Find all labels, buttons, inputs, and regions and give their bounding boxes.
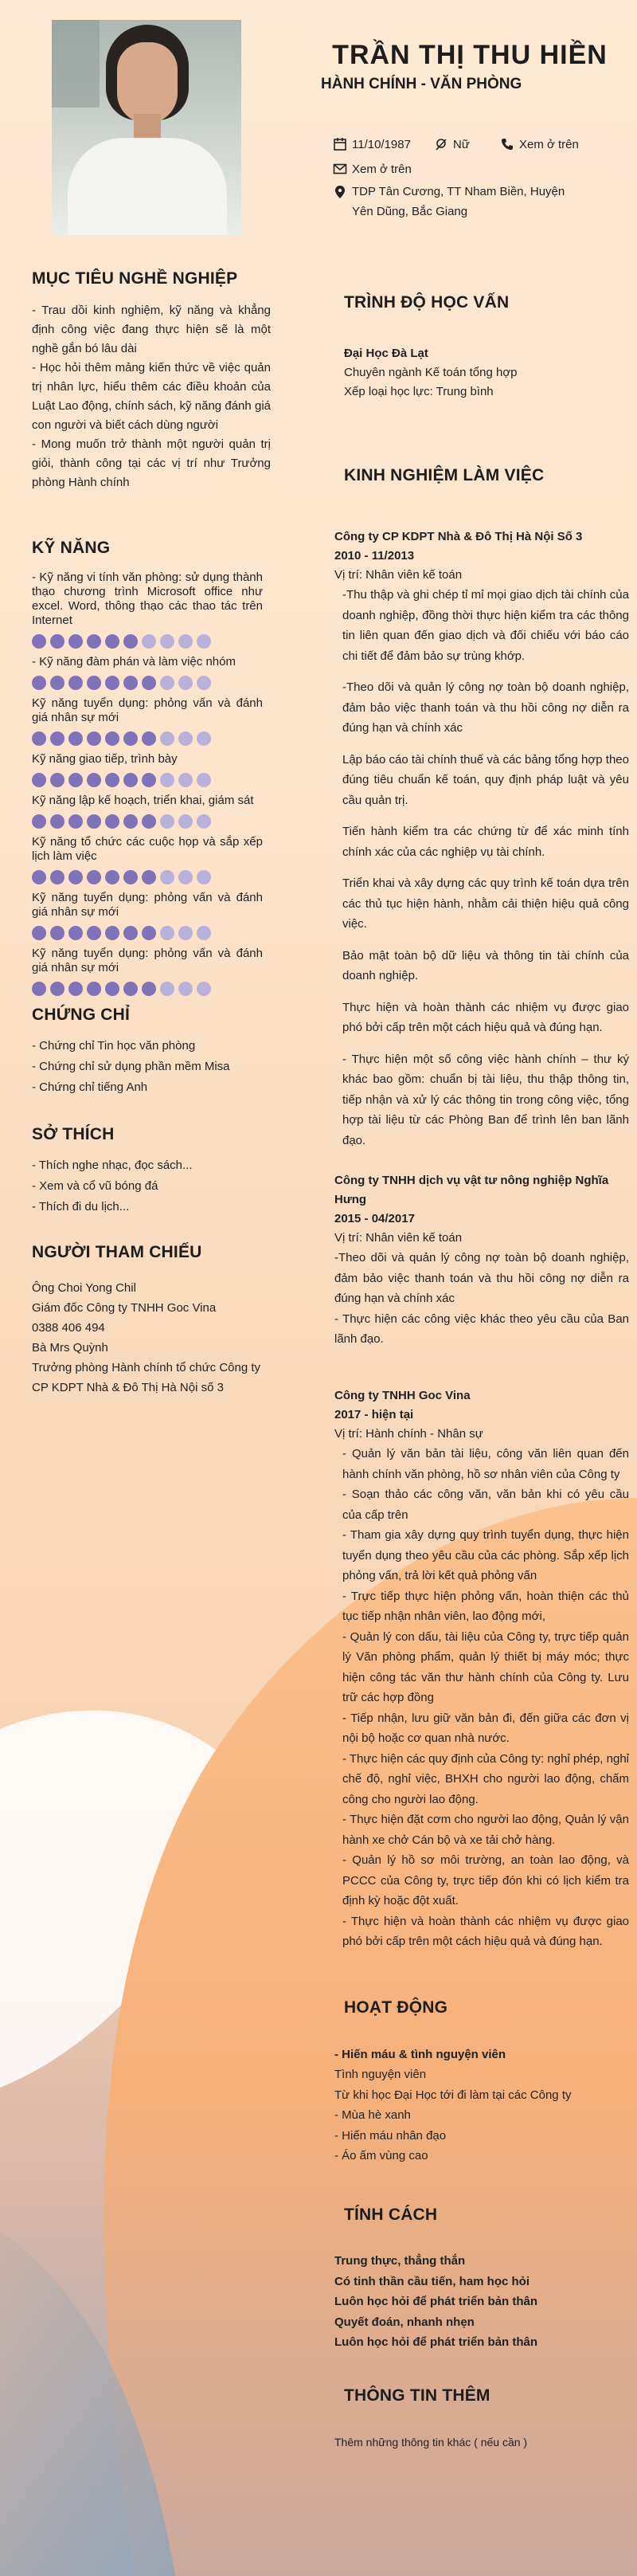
job-2 [334,1171,629,1350]
rating-dot-filled [68,870,83,884]
rating-dot-filled [142,926,156,940]
rating-dot-empty [178,773,193,787]
rating-dot-filled [50,634,64,649]
job-duty: Lập báo cáo tài chính thuế và các bảng tổng hợp theo đúng tiêu chuẩn kế toán, quy định pháp luật và yêu cầu quản trị. [342,752,629,807]
rating-dot-empty [160,773,174,787]
address-line-2: Yên Dũng, Bắc Giang [352,205,468,218]
rating-dot-empty [160,870,174,884]
skill-item [32,794,263,829]
reference-line: Trưởng phòng Hành chính tổ chức Công ty CP KDPT Nhà & Đô Thị Hà Nội số 3 [32,1361,261,1394]
personality-line: Trung thực, thẳng thắn [334,2254,466,2268]
rating-dot-filled [142,731,156,746]
job-position: Vị trí: Nhân viên kế toán [334,1231,463,1245]
rating-dot-empty [178,676,193,690]
address-line-1: TDP Tân Cương, TT Nham Biền, Huyện [352,185,565,198]
skill-label: Kỹ năng giao tiếp, trình bày [32,752,178,766]
skill-label: Kỹ năng tuyển dụng: phỏng vấn và đánh giá nhân sự mới [32,947,263,974]
education-title: TRÌNH ĐỘ HỌC VẤN [344,293,510,312]
dob-info [333,137,411,151]
rating-dot-filled [142,676,156,690]
candidate-role: HÀNH CHÍNH - VĂN PHÒNG [321,76,522,92]
dob-value: 11/10/1987 [352,137,411,151]
rating-dot-filled [87,982,101,996]
activity-line: - Áo ấm vùng cao [334,2149,428,2162]
skill-label: - Kỹ năng vi tính văn phòng: sử dụng thành thạo chương trình Microsoft office như excel. Word, thông thạo các thao tác trên Internet [32,570,263,627]
personality-line: Luôn học hỏi để phát triển bản thân [334,2295,537,2308]
skill-rating [32,731,263,746]
activities-heading: - Hiến máu & tình nguyện viên [334,2048,506,2061]
rating-dot-filled [68,773,83,787]
skill-label: Kỹ năng tuyển dụng: phỏng vấn và đánh giá nhân sự mới [32,891,263,919]
skills-section [32,539,263,1002]
rating-dot-empty [178,731,193,746]
rating-dot-filled [87,814,101,829]
rating-dot-empty [178,926,193,940]
rating-dot-empty [197,926,211,940]
rating-dot-filled [142,870,156,884]
job-duty: - Quản lý hồ sơ môi trường, an toàn lao động, và PCCC của Công ty, trực tiếp đón khi có lịch kiểm tra định kỳ hoặc đột xuất. [342,1853,629,1907]
skill-rating [32,926,263,940]
job-company: Công ty TNHH dịch vụ vật tư nông nghiệp Nghĩa Hưng [334,1174,609,1206]
job-duty: Tiến hành kiểm tra các chứng từ để xác minh tính chính xác của các nghiệp vụ tài chính. [342,825,629,859]
rating-dot-empty [178,634,193,649]
hobbies-title: SỞ THÍCH [32,1125,115,1143]
rating-dot-filled [105,814,119,829]
certificate-item: - Chứng chỉ Tin học văn phòng [32,1039,196,1053]
more-info-section [344,2386,631,2405]
rating-dot-filled [123,982,138,996]
skill-item [32,947,263,996]
job-duty: Bảo mật toàn bộ dữ liệu và thông tin tài chính của doanh nghiệp. [342,948,629,982]
rating-dot-filled [32,814,46,829]
activity-line: - Mùa hè xanh [334,2108,411,2122]
hobby-item: - Xem và cổ vũ bóng đá [32,1179,158,1193]
job-duty: - Soạn thảo các công văn, văn bản khi có yêu cầu của cấp trên [342,1488,629,1522]
gender-icon [434,137,448,151]
activity-line: Tình nguyện viên [334,2068,427,2081]
job-duty: -Theo dõi và quản lý công nợ toàn bộ doanh nghiệp, đảm bảo việc thanh toán và thu hồi công nợ diễn ra đúng hạn và chính xác [342,680,629,735]
skills-list [32,570,263,996]
job-company: Công ty CP KDPT Nhà & Đô Thị Hà Nội Số 3 [334,530,583,543]
skill-label: Kỹ năng tuyển dụng: phỏng vấn và đánh giá nhân sự mới [32,696,263,724]
more-info-body [334,2433,629,2452]
rating-dot-empty [160,926,174,940]
rating-dot-filled [50,814,64,829]
certificates-section [32,1006,271,1098]
activities-section [344,1998,631,2017]
skill-item [32,835,263,884]
job-duty: - Thực hiện và hoàn thành các nhiệm vụ được giao phó bởi cấp trên một cách hiệu quả và đúng hạn. [342,1914,629,1948]
rating-dot-empty [197,814,211,829]
objective-title: MỤC TIÊU NGHỀ NGHIỆP [32,269,238,288]
rating-dot-filled [123,773,138,787]
rating-dot-empty [160,814,174,829]
email-value: Xem ở trên [352,162,412,176]
certificates-title: CHỨNG CHỈ [32,1006,131,1024]
skill-rating [32,814,263,829]
email-icon [333,162,347,176]
activity-line: Từ khi học Đại Học tới đi làm tại các Công ty [334,2088,572,2102]
rating-dot-empty [197,870,211,884]
rating-dot-empty [160,982,174,996]
personality-title: TÍNH CÁCH [344,2205,438,2224]
job-duty: Thực hiện và hoàn thành các nhiệm vụ được giao phó bởi cấp trên một cách hiệu quả và đúng hạn. [342,1000,629,1034]
rating-dot-filled [105,926,119,940]
rating-dot-filled [105,634,119,649]
rating-dot-filled [87,773,101,787]
rating-dot-filled [123,731,138,746]
rating-dot-filled [68,731,83,746]
rating-dot-filled [123,870,138,884]
personality-body [334,2251,629,2353]
rating-dot-filled [50,982,64,996]
rating-dot-empty [160,676,174,690]
skill-rating [32,870,263,884]
hobby-item: - Thích nghe nhạc, đọc sách... [32,1159,193,1172]
rating-dot-filled [50,773,64,787]
rating-dot-filled [123,676,138,690]
address-info [333,185,565,222]
job-duty: -Theo dõi và quản lý công nợ toàn bộ doanh nghiệp, đảm bảo việc thanh toán và thu hồi công nợ diễn ra đúng hạn và chính xác [334,1251,629,1305]
rating-dot-filled [105,773,119,787]
rating-dot-filled [32,870,46,884]
rating-dot-filled [105,870,119,884]
skill-item [32,655,263,690]
email-info [333,162,412,176]
personality-line: Quyết đoán, nhanh nhẹn [334,2315,475,2329]
rating-dot-filled [123,814,138,829]
rating-dot-filled [105,731,119,746]
job-duty: - Quản lý văn bản tài liệu, công văn liên quan đến hành chính văn phòng, hồ sơ nhân viên của Công ty [342,1447,629,1481]
reference-line: Ông Choi Yong Chil [32,1281,136,1295]
job-duty: - Thực hiện các công việc khác theo yêu cầu của Ban lãnh đạo. [334,1312,629,1346]
rating-dot-filled [68,634,83,649]
hobbies-section [32,1125,271,1217]
personality-line: Luôn học hỏi để phát triển bản thân [334,2335,537,2349]
job-period: 2010 - 11/2013 [334,549,415,563]
rating-dot-filled [32,982,46,996]
gender-info [434,137,470,151]
education-major: Chuyên ngành Kế toán tổng hợp [344,366,518,379]
experience-section [344,466,631,485]
skill-rating [32,676,263,690]
rating-dot-filled [142,773,156,787]
rating-dot-filled [68,982,83,996]
rating-dot-filled [87,870,101,884]
rating-dot-empty [197,731,211,746]
rating-dot-filled [32,773,46,787]
rating-dot-filled [68,676,83,690]
more-info-text: Thêm những thông tin khác ( nếu cần ) [334,2436,528,2449]
references-title: NGƯỜI THAM CHIẾU [32,1243,202,1261]
education-school: Đại Học Đà Lạt [344,347,428,360]
phone-info [500,137,579,151]
education-section [344,293,631,402]
rating-dot-filled [105,676,119,690]
job-duty: -Thu thập và ghi chép tỉ mỉ mọi giao dịch tài chính của doanh nghiệp, đồng thời thực hiện kiểm tra các thông tin liên quan đến giao dịch và đối chiếu với báo cáo chi tiết để đảm bảo sự trùng khớp. [342,588,629,663]
skill-item [32,570,263,649]
rating-dot-empty [197,773,211,787]
job-period: 2015 - 04/2017 [334,1212,415,1225]
certificate-item: - Chứng chỉ tiếng Anh [32,1080,148,1094]
job-duty: - Tham gia xây dựng quy trình tuyển dụng, thực hiện tuyển dụng theo yêu cầu của các phòng. Sắp xếp lịch phỏng vấn, trả lời kết quả phỏng vấn [342,1528,629,1582]
job-period: 2017 - hiện tại [334,1408,414,1421]
rating-dot-filled [105,982,119,996]
job-1 [334,527,629,1151]
skill-item [32,696,263,746]
skill-rating [32,773,263,787]
rating-dot-filled [32,926,46,940]
profile-photo [52,20,241,235]
personality-line: Có tinh thần cầu tiến, ham học hỏi [334,2274,530,2288]
hobby-item: - Thích đi du lịch... [32,1200,130,1214]
rating-dot-filled [123,926,138,940]
rating-dot-filled [87,634,101,649]
job-duty: Triển khai và xây dựng các quy trình kế toán dựa trên các thủ tục hiện hành, nhằm cải thiện hiệu quả công việc. [342,876,629,931]
job-duty: - Thực hiện một số công việc hành chính – thư ký khác bao gồm: chuẩn bị tài liệu, thu thập thông tin, tiếp nhận và xử lý các thông tin trong công việc, tổng hợp tài liệu từ các Phòng Ban để trình lên ban lãnh đạo. [342,1052,629,1147]
skill-item [32,891,263,940]
skill-rating [32,982,263,996]
job-position: Vị trí: Nhân viên kế toán [334,568,463,582]
skill-label: Kỹ năng lập kế hoạch, triển khai, giám sát [32,794,254,807]
more-info-title: THÔNG TIN THÊM [344,2386,490,2405]
rating-dot-filled [87,676,101,690]
activities-body [334,2045,629,2166]
reference-line: Bà Mrs Quỳnh [32,1341,108,1355]
rating-dot-filled [142,982,156,996]
rating-dot-filled [50,676,64,690]
rating-dot-empty [178,870,193,884]
rating-dot-filled [68,926,83,940]
job-company: Công ty TNHH Goc Vina [334,1389,471,1402]
rating-dot-filled [32,731,46,746]
reference-line: 0388 406 494 [32,1321,105,1335]
skills-title: KỸ NĂNG [32,539,111,557]
rating-dot-filled [123,634,138,649]
certificate-item: - Chứng chỉ sử dụng phần mềm Misa [32,1060,230,1073]
references-section [32,1243,271,1398]
phone-value: Xem ở trên [519,137,579,151]
rating-dot-empty [197,676,211,690]
job-position: Vị trí: Hành chính - Nhân sự [334,1427,483,1441]
rating-dot-empty [142,634,156,649]
rating-dot-empty [178,982,193,996]
job-duty: - Thực hiện các quy định của Công ty: nghỉ phép, nghỉ chế độ, nghỉ việc, BHXH cho người lao động, chấm công cho người lao động. [342,1751,629,1806]
rating-dot-filled [50,926,64,940]
activities-title: HOẠT ĐỘNG [344,1998,448,2017]
rating-dot-filled [32,634,46,649]
objective-line: - Mong muốn trở thành một người quản trị giỏi, thành công tại các vị trí như Trưởng phòng Hành chính [32,437,271,489]
skill-label: - Kỹ năng đàm phán và làm việc nhóm [32,655,236,669]
skill-rating [32,634,263,649]
personality-section [344,2205,631,2225]
rating-dot-empty [197,634,211,649]
job-3 [334,1386,629,1952]
skill-label: Kỹ năng tổ chức các cuộc họp và sắp xếp lịch làm việc [32,835,263,863]
rating-dot-empty [160,731,174,746]
job-duty: - Trực tiếp thực hiện phỏng vấn, hoàn thiện các thủ tục tiếp nhận nhân viên, lao động mới, [342,1589,629,1623]
reference-line: Giám đốc Công ty TNHH Goc Vina [32,1301,217,1315]
rating-dot-filled [87,731,101,746]
rating-dot-filled [142,814,156,829]
rating-dot-filled [87,926,101,940]
job-duty: - Quản lý con dấu, tài liệu của Công ty, trực tiếp quản lý Văn phòng phẩm, quản lý thiết bị máy móc; thực hiện công tác văn thư hành chính của Công ty. Lưu trữ các hợp đồng [342,1629,629,1704]
candidate-name: TRẦN THỊ THU HIỀN [332,40,608,70]
activity-line: - Hiến máu nhân đạo [334,2128,447,2143]
experience-title: KINH NGHIỆM LÀM VIỆC [344,466,545,484]
rating-dot-empty [178,814,193,829]
objective-line: - Trau dồi kinh nghiệm, kỹ năng và khẳng định công việc đang thực hiện sẽ là một nghề gắn bó lâu dài [32,304,271,355]
gender-value: Nữ [453,137,470,151]
education-grade: Xếp loại học lực: Trung bình [344,385,494,398]
rating-dot-filled [50,731,64,746]
job-duty: - Tiếp nhận, lưu giữ văn bản đi, đến giữa các đơn vị nội bộ hoặc cơ quan nhà nước. [342,1711,629,1745]
objective-section [32,269,271,492]
rating-dot-filled [32,676,46,690]
skill-item [32,752,263,787]
objective-line: - Học hỏi thêm mảng kiến thức về việc quản trị nhân lực, hiểu thêm các điều khoản của Luật Lao động, chính sách, kỹ năng đánh giá con người và biết cách dùng người [32,361,271,432]
rating-dot-empty [160,634,174,649]
location-pin-icon [333,185,347,199]
rating-dot-filled [68,814,83,829]
job-duty: - Thực hiện đặt cơm cho người lao động, Quản lý vận hành xe chở Cán bộ và xe tải chở hàng. [342,1813,629,1847]
phone-icon [500,137,514,151]
calendar-icon [333,137,347,151]
rating-dot-empty [197,982,211,996]
rating-dot-filled [50,870,64,884]
